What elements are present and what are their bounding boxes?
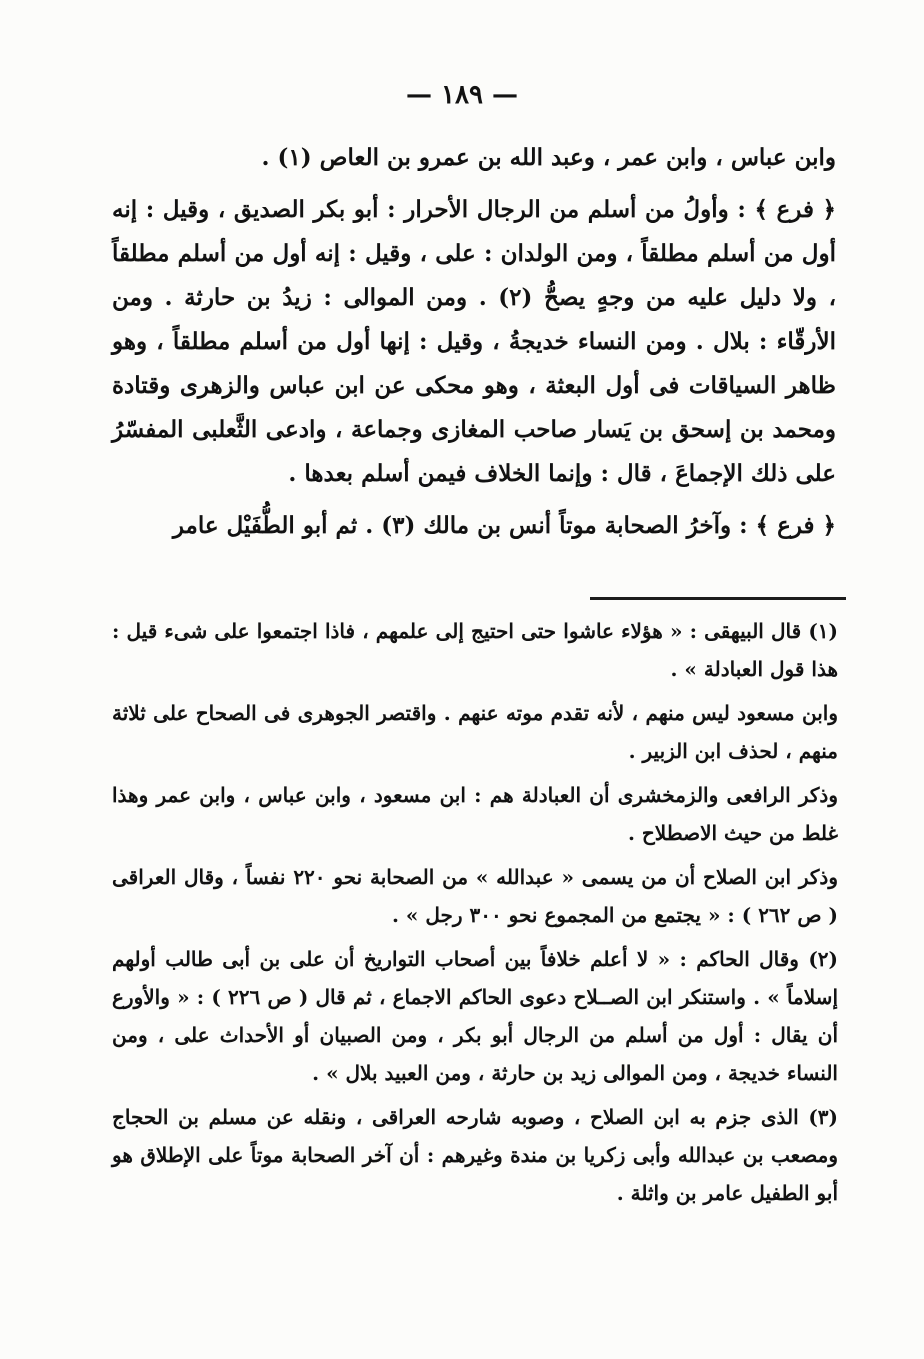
footnote-1-continued: وذكر الرافعى والزمخشرى أن العبادلة هم : ابن مسعود ، وابن عباس ، وابن عمر وهذا غلط من حيث الاصطلاح . [112, 783, 838, 845]
footnote-1-continued: وابن مسعود ليس منهم ، لأنه تقدم موته عنهم . واقتصر الجوهرى فى الصحاح على ثلاثة منهم ، لحذف ابن الزبير . [112, 701, 838, 763]
footnote-1: (١) قال البيهقى : « هؤلاء عاشوا حتى احتيج إلى علمهم ، فاذا اجتمعوا على شىء قيل : هذا قول العبادلة » . [112, 619, 838, 681]
page-number: — ١٨٩ — [405, 80, 519, 110]
paragraph-first-muslims [112, 188, 836, 496]
paragraph-companions: وابن عباس ، وابن عمر ، وعبد الله بن عمرو بن العاص (١) . [261, 144, 836, 171]
footnotes [112, 612, 838, 1218]
main-text [112, 136, 836, 556]
paragraph-text: وآخرُ الصحابة موتاً أنس بن مالك (٣) . ثم أبو الطُّفَيْل عامر [172, 512, 732, 539]
footnote-3: (٣) الذى جزم به ابن الصلاح ، وصوبه شارحه العراقى ، ونقله عن مسلم بن الحجاج ومصعب بن عبدالله وأبى زكريا بن مندة وغيرهم : أن آخر الصحابة موتاً على الإطلاق هو أبو الطفيل عامر بن واثلة . [112, 1105, 839, 1205]
footnote-2: (٢) وقال الحاكم : « لا أعلم خلافاً بين أصحاب التواريخ أن على بن أبى طالب أولهم إسلاماً » . واستنكر ابن الصــلاح دعوى الحاكم الاجماع ، ثم قال ( ص ٢٢٦ ) : « والأورع أن يقال : أول من أسلم من الرجال أبو بكر ، ومن الصبيان أو الأحداث على ، ومن النساء خديجة ، ومن الموالى زيد بن حارثة ، ومن العبيد بلال » . [112, 947, 838, 1085]
paragraph-text: وأولُ من أسلم من الرجال الأحرار : أبو بكر الصديق ، وقيل : إنه أول من أسلم مطلقاً ، ومن الولدان : على ، وقيل : إنه أول من أسلم مطلقاً ، ولا دليل عليه من وجهٍ يصحُّ (٢) . ومن الموالى : زيدُ بن حارثة . ومن الأرقّاء : بلال . ومن النساء خديجةُ ، وقيل : إنها أول من أسلم مطلقاً ، وهو ظاهر السياقات فى أول البعثة ، وهو محكى عن ابن عباس والزهرى وقتادة ومحمد بن إسحق بن يَسار صاحب المغازى وجماعة ، وادعى الثَّعلبى المفسّرُ على ذلك الإجماعَ ، قال : وإنما الخلاف فيمن أسلم بعدها . [112, 196, 836, 487]
footnote-divider [590, 597, 846, 600]
footnote-1-continued: وذكر ابن الصلاح أن من يسمى « عبدالله » من الصحابة نحو ٢٢٠ نفساً ، وقال العراقى ( ص ٢٦٢ ) : « يجتمع من المجموع نحو ٣٠٠ رجل » . [112, 865, 838, 927]
section-marker: ﴿ فرع ﴾ : [739, 512, 836, 539]
section-marker: ﴿ فرع ﴾ : [737, 196, 837, 223]
paragraph-last-companion [112, 504, 836, 548]
